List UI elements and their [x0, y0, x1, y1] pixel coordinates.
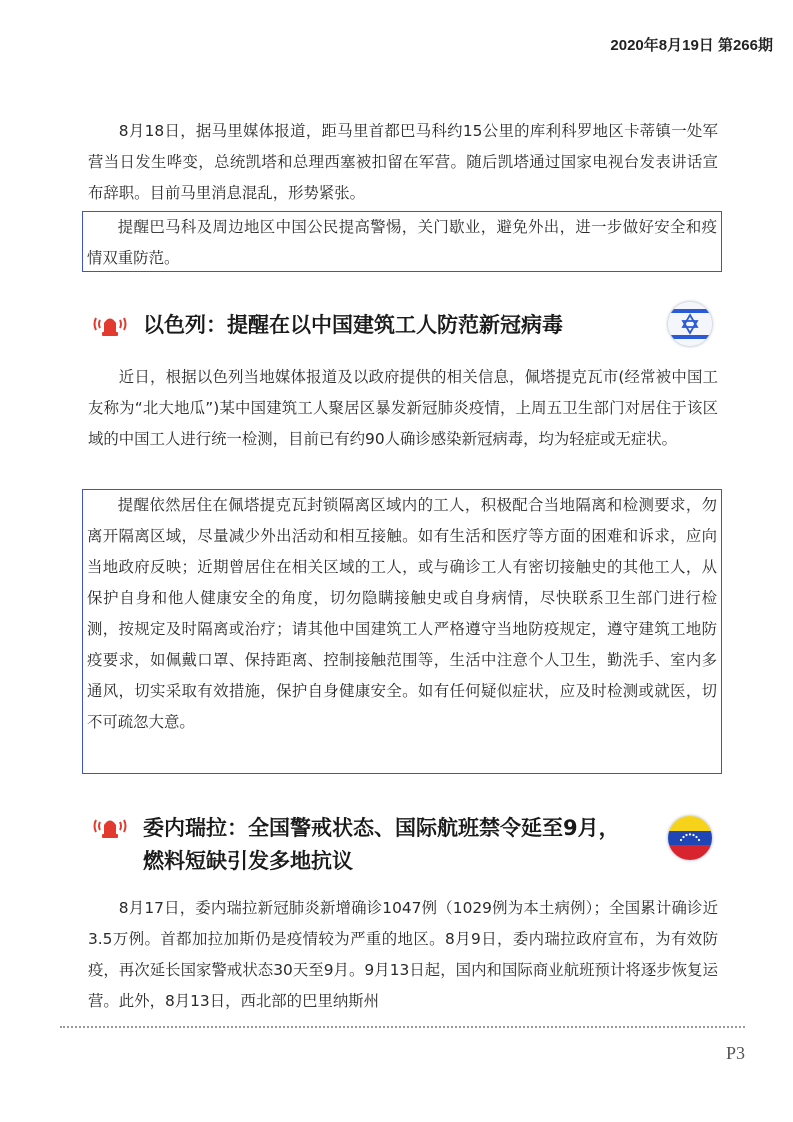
israel-flag-icon	[668, 302, 712, 346]
israel-reminder-text: 提醒依然居住在佩塔提克瓦封锁隔离区域内的工人，积极配合当地隔离和检测要求，勿离开隔离区域，尽量减少外出活动和相互接触。如有生活和医疗等方面的困难和诉求，应向当地政府反映；近期曾居住在相关区域的工人，或与确诊工人有密切接触史的其他工人，从保护自身和他人健康安全的角度，切勿隐瞒接触史或自身病情，尽快联系卫生部门进行检测，按规定及时隔离或治疗；请其他中国建筑工人严格遵守当地防疫规定，遵守建筑工地防疫要求，如佩戴口罩、保持距离、控制接触范围等，生活中注意个人卫生，勤洗手、室内多通风，切实采取有效措施，保护自身健康安全。如有任何疑似症状，应及时检测或就医，切不可疏忽大意。	[87, 496, 717, 731]
mali-reminder-text: 提醒巴马科及周边地区中国公民提高警惕，关门歇业，避免外出，进一步做好安全和疫情双重防范。	[87, 218, 717, 267]
israel-reminder-box	[82, 489, 722, 774]
israel-section-title: 以色列：提醒在以中国建筑工人防范新冠病毒	[143, 313, 563, 337]
venezuela-flag-icon	[668, 816, 712, 860]
footer-divider	[60, 1026, 745, 1028]
issue-date-header: 2020年8月19日 第266期	[610, 37, 773, 54]
alarm-bell-icon	[92, 812, 128, 840]
alarm-bell-icon	[92, 310, 128, 338]
page-number: P3	[725, 1043, 745, 1063]
venezuela-section-title-line1: 委内瑞拉：全国警戒状态、国际航班禁令延至9月，	[143, 816, 620, 840]
israel-news-paragraph: 近日，根据以色列当地媒体报道及以政府提供的相关信息，佩塔提克瓦市(经常被中国工友称为“北大地瓜”)某中国建筑工人聚居区暴发新冠肺炎疫情，上周五卫生部门对居住于该区域的中国工人进行统一检测，目前已有约90人确诊感染新冠病毒，均为轻症或无症状。	[88, 368, 718, 448]
venezuela-section-title-line2: 燃料短缺引发多地抗议	[143, 849, 353, 873]
mali-news-paragraph: 8月18日，据马里媒体报道，距马里首都巴马科约15公里的库利科罗地区卡蒂镇一处军营当日发生哗变，总统凯塔和总理西塞被扣留在军营。随后凯塔通过国家电视台发表讲话宣布辞职。目前马里消息混乱，形势紧张。	[88, 122, 718, 202]
venezuela-news-paragraph: 8月17日，委内瑞拉新冠肺炎新增确诊1047例（1029例为本土病例）；全国累计确诊近3.5万例。首都加拉加斯仍是疫情较为严重的地区。8月9日，委内瑞拉政府宣布，为有效防疫，再次延长国家警戒状态30天至9月。9月13日起，国内和国际商业航班预计将逐步恢复运营。此外，8月13日，西北部的巴里纳斯州	[88, 899, 718, 1010]
mali-reminder-box	[82, 211, 722, 272]
